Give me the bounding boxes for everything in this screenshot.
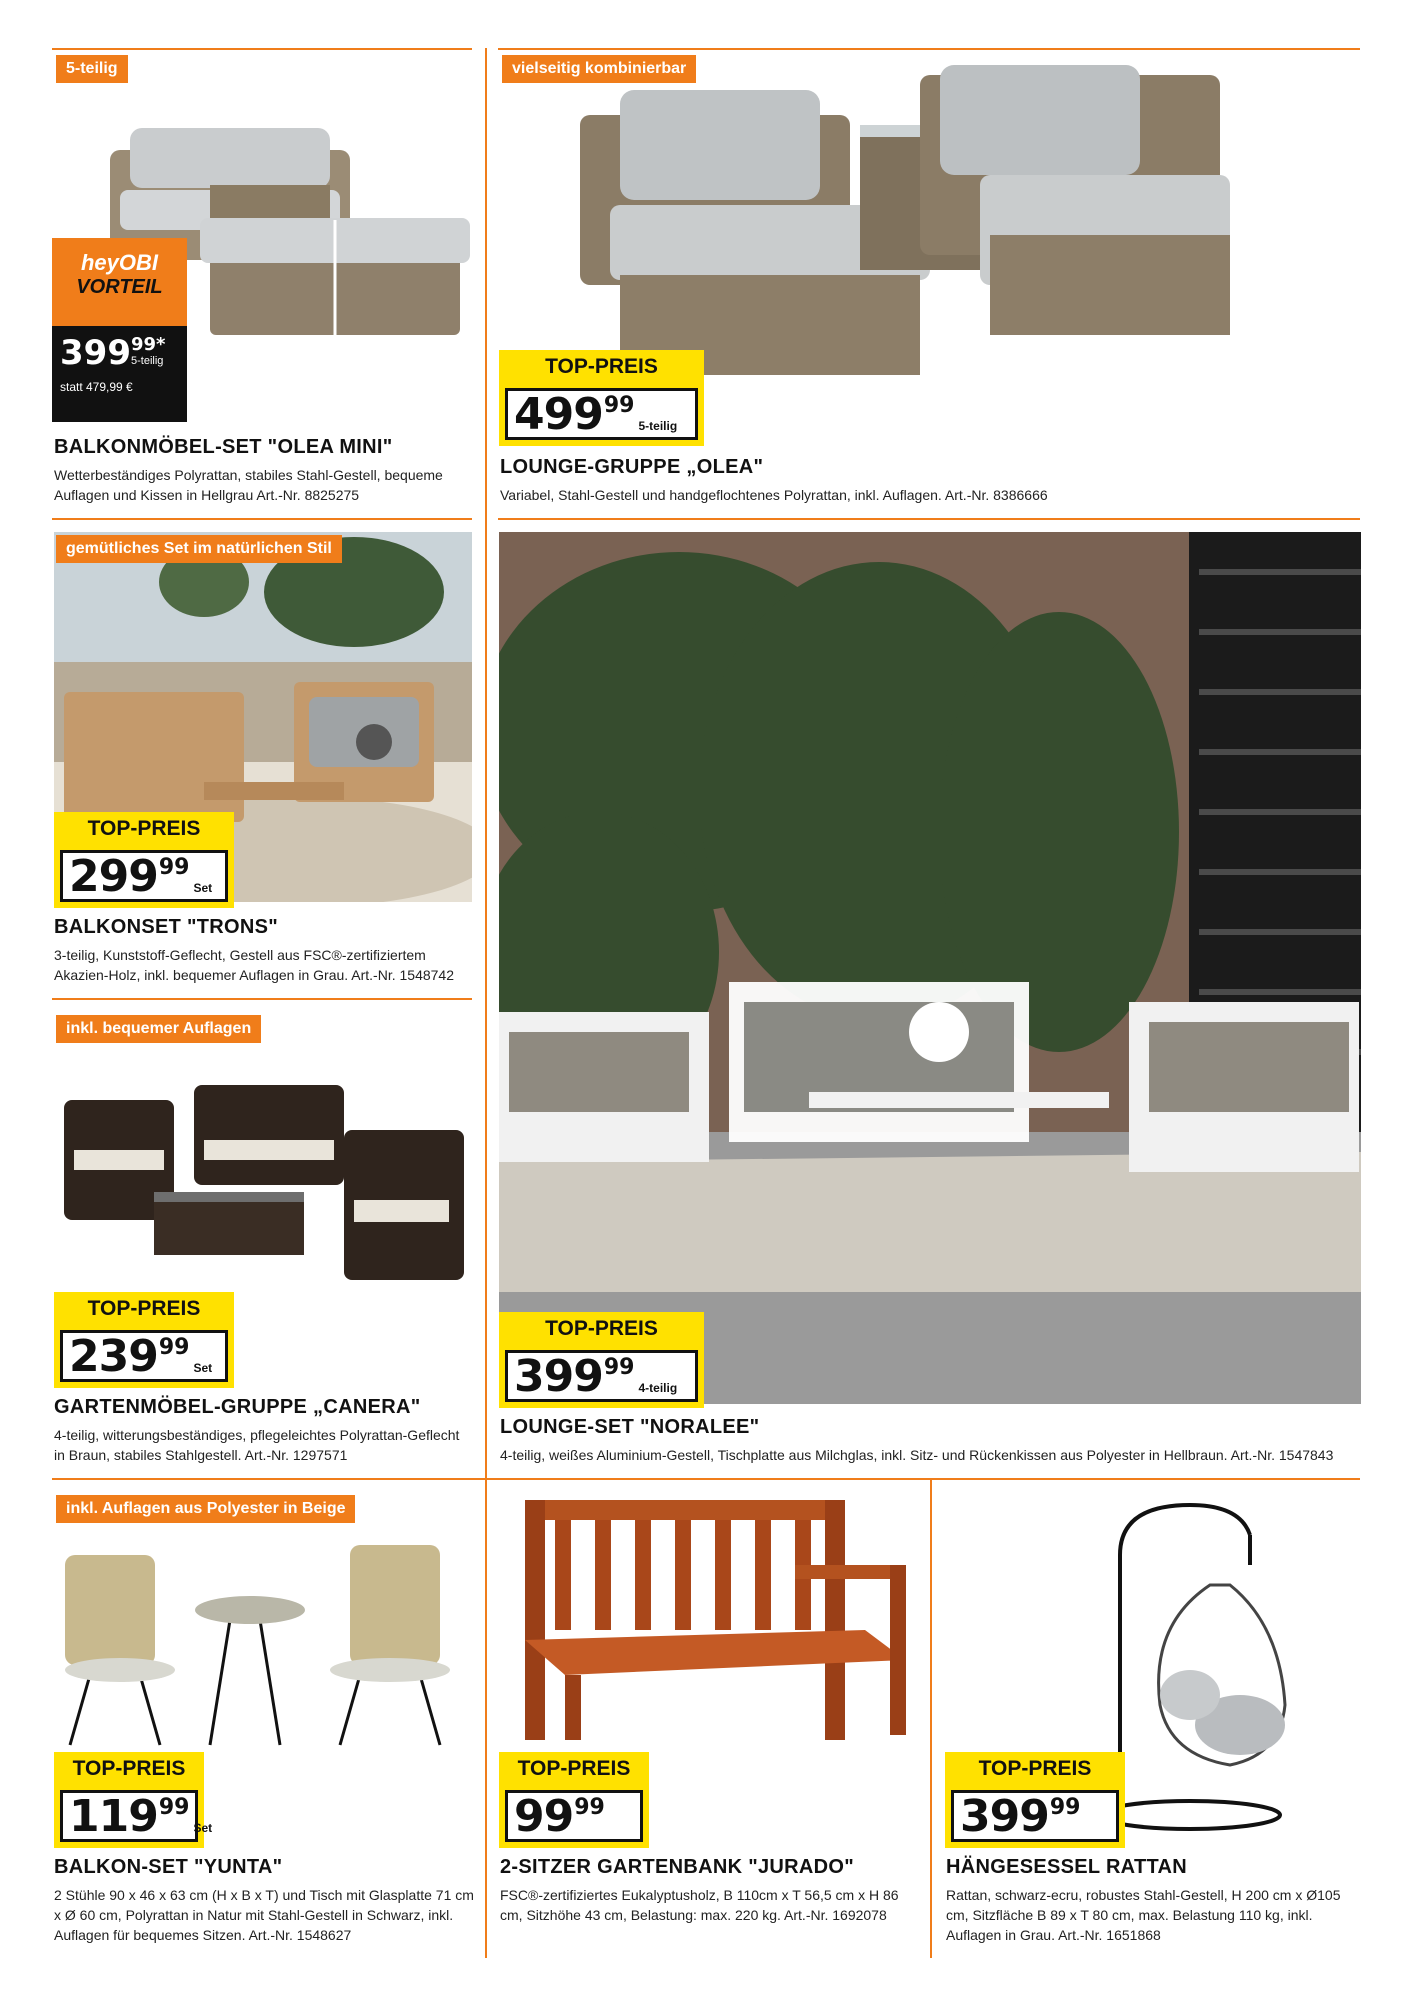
feature-tag: inkl. Auflagen aus Polyester in Beige [56, 1495, 355, 1523]
price-euro: 119 [69, 1791, 158, 1842]
product-description: FSC®-zertifiziertes Eukalyptusholz, B 110cm x T 56,5 cm x H 86 cm, Sitzhöhe 43 cm, Belastung: max. 220 kg. Art.-Nr. 1692078 [500, 1887, 899, 1923]
price-box-olea [499, 350, 704, 446]
divider-row1-right [498, 518, 1360, 520]
divider-vertical-mid [485, 518, 487, 1478]
badge-line1: heyOBI [80, 250, 159, 275]
divider-top-left [52, 48, 472, 50]
price-label: TOP-PREIS [945, 1752, 1125, 1786]
product-title: LOUNGE-SET "NORALEE" [500, 1416, 760, 1438]
product-title: 2-SITZER GARTENBANK "JURADO" [500, 1856, 855, 1878]
old-price: statt 479,99 € [60, 380, 133, 394]
price-euro: 399 [514, 1351, 603, 1402]
price-euro: 399 [60, 333, 131, 373]
price-cent: 99 [158, 855, 190, 880]
price-label: TOP-PREIS [499, 1312, 704, 1346]
product-title: BALKONSET "TRONS" [54, 916, 279, 938]
feature-tag: inkl. bequemer Auflagen [56, 1015, 261, 1043]
price-badge-olea-mini [52, 326, 187, 422]
price-euro: 99 [514, 1791, 574, 1842]
price-asterisk: * [156, 334, 166, 355]
price-cent: 99 [574, 1795, 605, 1820]
price-box-canera [54, 1292, 234, 1388]
divider-top-right [498, 48, 1360, 50]
product-description: 3-teilig, Kunststoff-Geflecht, Gestell aus FSC®-zertifiziertem Akazien-Holz, inkl. bequemer Auflagen in Grau. Art.-Nr. 1548742 [54, 947, 454, 983]
product-image-noralee [499, 532, 1361, 1404]
feature-tag: 5-teilig [56, 55, 128, 83]
price-unit: Set [193, 1361, 213, 1375]
heyobi-vorteil-badge [52, 238, 187, 326]
price-label: TOP-PREIS [499, 350, 704, 384]
price-box-trons [54, 812, 234, 908]
divider-vertical-bottom-1 [485, 1478, 487, 1958]
product-title: BALKON-SET "YUNTA" [54, 1856, 283, 1878]
price-euro: 299 [69, 851, 158, 902]
feature-tag: vielseitig kombinierbar [502, 55, 696, 83]
price-euro: 499 [514, 389, 603, 440]
product-description: Rattan, schwarz-ecru, robustes Stahl-Gestell, H 200 cm x Ø105 cm, Sitzfläche B 89 x T 80 cm, max. Belastung 110 kg, inkl. Auflagen in Grau. Art.-Nr. 1651868 [946, 1887, 1341, 1943]
price-cent: 99 [158, 1795, 190, 1820]
price-unit: 5-teilig [638, 419, 678, 433]
price-box-jurado [499, 1752, 649, 1848]
divider-row2-left [52, 998, 472, 1000]
badge-line2: VORTEIL [76, 276, 163, 298]
price-unit: 4-teilig [638, 1381, 678, 1395]
price-box-noralee [499, 1312, 704, 1408]
price-cent: 99 [158, 1335, 190, 1360]
product-image-yunta [60, 1525, 470, 1755]
price-label: TOP-PREIS [54, 1292, 234, 1326]
price-unit: Set [193, 881, 213, 895]
price-euro: 239 [69, 1331, 158, 1382]
price-unit: Set [193, 1821, 213, 1835]
price-cent: 99 [1049, 1795, 1081, 1820]
product-description: Variabel, Stahl-Gestell und handgeflochtenes Polyrattan, inkl. Auflagen. Art.-Nr. 8386666 [500, 487, 1048, 503]
divider-row1-left [52, 518, 472, 520]
product-image-jurado [505, 1490, 915, 1750]
product-description: Wetterbeständiges Polyrattan, stabiles Stahl-Gestell, bequeme Auflagen und Kissen in Hellgrau Art.-Nr. 8825275 [54, 467, 443, 503]
product-title: BALKONMÖBEL-SET "OLEA MINI" [54, 436, 393, 458]
feature-tag: gemütliches Set im natürlichen Stil [56, 535, 342, 563]
price-label: TOP-PREIS [54, 812, 234, 846]
product-title: GARTENMÖBEL-GRUPPE „CANERA" [54, 1396, 421, 1418]
price-cent: 99 [603, 393, 635, 418]
product-image-canera [54, 1080, 472, 1300]
price-box-haengesessel [945, 1752, 1125, 1848]
product-description: 2 Stühle 90 x 46 x 63 cm (H x B x T) und Tisch mit Glasplatte 71 cm x Ø 60 cm, Polyrattan in Natur mit Stahl-Gestell in Schwarz, inkl. Auflagen für bequemes Sitzen. Art.-Nr. 1548627 [54, 1887, 474, 1943]
product-description: 4-teilig, weißes Aluminium-Gestell, Tischplatte aus Milchglas, inkl. Sitz- und Rückenkissen aus Polyester in Hellbraun. Art.-Nr. 1547843 [500, 1447, 1334, 1463]
divider-row3 [52, 1478, 1360, 1480]
product-title: HÄNGESESSEL RATTAN [946, 1856, 1187, 1878]
product-description: 4-teilig, witterungsbeständiges, pflegeleichtes Polyrattan-Geflecht in Braun, stabiles Stahlgestell. Art.-Nr. 1297571 [54, 1427, 460, 1463]
price-cent: 99 [603, 1355, 635, 1380]
product-title: LOUNGE-GRUPPE „OLEA" [500, 456, 764, 478]
price-label: TOP-PREIS [499, 1752, 649, 1786]
price-cent: 99 [130, 334, 157, 355]
price-unit: 5-teilig [130, 355, 164, 367]
divider-vertical-bottom-2 [930, 1478, 932, 1958]
product-image-olea [560, 55, 1300, 385]
price-euro: 399 [960, 1791, 1049, 1842]
price-label: TOP-PREIS [54, 1752, 204, 1786]
price-box-yunta [54, 1752, 213, 1848]
divider-vertical-top [485, 48, 487, 518]
